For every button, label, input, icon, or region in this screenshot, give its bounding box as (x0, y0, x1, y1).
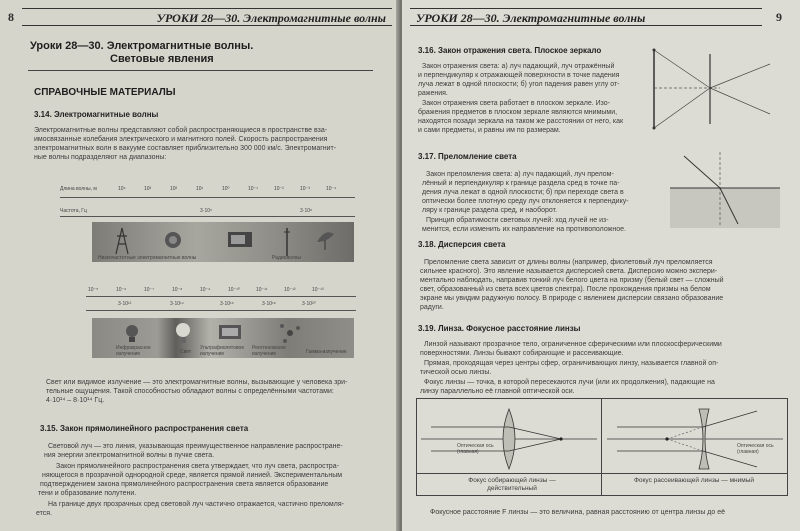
wavelength-tick: 10⁻⁸ (172, 287, 183, 293)
s317-line: оптически более плотную среду луч отклоняется к перпендику- (422, 198, 629, 205)
s315-line: На границе двух прозрачных сред световой луч частично отражается, частично преломля- (48, 501, 344, 508)
wavelength-tick: 10⁻¹³ (312, 287, 324, 293)
s318-line: экране мы увидим радужную полосу. В природе с явлением дисперсии связано образование (420, 295, 724, 302)
power-tower-icon (112, 226, 132, 256)
frequency-tick: 3·10⁸ (300, 208, 313, 214)
scale-axis (86, 296, 356, 297)
section-3-14-title: 3.14. Электромагнитные волны (34, 110, 159, 119)
wavelength-tick: 10¹ (196, 186, 204, 192)
frequency-label: Частота, Гц (60, 208, 87, 214)
s314-line: Электромагнитные волны представляют собой распространяющиеся в пространстве вза- (34, 127, 328, 134)
s317-line: Принцип обратимости световых лучей: ход лучей не из- (426, 217, 609, 224)
wavelength-tick: 10² (170, 186, 178, 192)
s316-line: находятся позади зеркала на таком же расстоянии от него, как (418, 118, 624, 125)
refraction-diagram (670, 148, 780, 228)
mirror-reflection-diagram (650, 44, 780, 136)
lens-caption-diverging: Фокус рассеивающей линзы — мнимый (633, 477, 755, 484)
spectrum-band-2 (92, 318, 354, 358)
diverging-lens-diagram (607, 403, 783, 473)
wavelength-label: Длина волны, м (60, 186, 97, 192)
television-icon (227, 230, 253, 250)
s315-line: тени и образование полутени. (38, 490, 137, 497)
s318-line: радуги. (420, 304, 444, 311)
radar-dish-icon (314, 228, 336, 252)
lens-diagram-table (416, 398, 788, 496)
band-label: Радиоволны (272, 255, 301, 261)
light-bulb-icon (172, 320, 194, 346)
section-3-18-title: 3.18. Дисперсия света (418, 240, 506, 249)
s318-line: свет, образованный из света всех цветов спектра). После прохождения призмы на белом (420, 286, 711, 293)
s315-line: ния энергии электромагнитной волны в пучке света. (44, 452, 215, 459)
radio-receiver-icon (162, 230, 184, 250)
section-3-16-title: 3.16. Закон отражения света. Плоское зеркало (418, 46, 602, 55)
ultraviolet-icon (217, 322, 243, 344)
s314-line: электромагнитных волн в вакууме составляет приблизительно 300 000 км/с. Электромагнит- (34, 145, 337, 152)
frequency-tick: 3·10⁵ (200, 208, 213, 214)
s319-line: Линзой называют прозрачное тело, ограниченное сферическими или плоскосферическими (424, 341, 722, 348)
wavelength-tick: 10⁻⁵ (88, 287, 99, 293)
page-number-left: 8 (8, 10, 14, 24)
s318-line: сильнее красного). Это явление называется дисперсией света. Дисперсию можно экспери- (420, 268, 718, 275)
wavelength-tick: 10⁻⁹ (200, 287, 211, 293)
band-label: Свет (180, 349, 192, 355)
right-page (402, 0, 800, 531)
frequency-tick: 3·10²⁰ (302, 301, 316, 307)
s314-line: ные волны подразделяют на диапазоны: (34, 154, 167, 161)
wavelength-tick: 10³ (144, 186, 152, 192)
band-label: Инфракрасное излучение (116, 345, 151, 357)
s319-line: Прямая, проходящая через центры сфер, ограничивающих линзу, называется главной оп- (424, 360, 719, 367)
lesson-title: Уроки 28—30. Электромагнитные волны. (30, 40, 254, 52)
frequency-tick: 3·10¹⁴ (170, 301, 184, 307)
wavelength-tick: 10⁻¹ (248, 186, 258, 192)
wavelength-tick: 10⁻¹¹ (256, 287, 268, 293)
s315-line: няющегося в прозрачной однородной среде, является прямой линией. Экспериментальным (42, 472, 343, 479)
section-heading: СПРАВОЧНЫЕ МАТЕРИАЛЫ (34, 87, 176, 98)
s315-line: Закон прямолинейного распространения света утверждает, что луч света, распростра- (56, 463, 339, 470)
band-label: Низкочастотные электромагнитные волны (98, 255, 197, 261)
s317-line: дения луча лежат в одной плоскости; б) при переходе света в (422, 189, 624, 196)
section-3-19-title: 3.19. Линза. Фокусное расстояние линзы (418, 324, 581, 333)
frequency-tick: 3·10¹⁶ (220, 301, 234, 307)
s317-line: лённый и перпендикуляр к границе раздела сред в точке па- (422, 180, 620, 187)
optical-axis-label-2: Оптическая ось (главная) (737, 443, 774, 455)
s314-line: имосвязанные колебания электрического и магнитного полей. Скорость распространения (34, 136, 328, 143)
s315-line: подтверждением закона прямолинейного распространения света является образование (40, 481, 329, 488)
running-header-right: УРОКИ 28—30. Электромагнитные волны (410, 8, 762, 26)
wavelength-tick: 10⁻³ (300, 186, 310, 192)
bottom-line: Фокусное расстояние F линзы — это величина, равная расстоянию от центра линзы до её (430, 509, 726, 516)
frequency-tick: 3·10¹⁸ (262, 301, 276, 307)
s317-line: ляру к границе раздела сред, и наоборот. (422, 207, 557, 214)
s316-line: Закон отражения света работает в плоском зеркале. Изо- (422, 100, 610, 107)
s317-line: менится, если изменить их направление на противоположное. (422, 226, 626, 233)
lesson-subtitle: Световые явления (110, 53, 214, 65)
wavelength-tick: 10⁻⁷ (144, 287, 155, 293)
visible-light-line: тельные ощущения. Такой способностью обладают волны с определёнными частотами: (46, 388, 334, 395)
page-number-right: 9 (776, 10, 782, 24)
table-divider (601, 399, 602, 495)
s318-line: ментально наблюдать, направив тонкий луч белого цвета на призму (белый свет — сложный (420, 277, 724, 284)
wavelength-tick: 10⁻¹² (284, 287, 296, 293)
s315-line: Световой луч — это линия, указывающая преимущественное направление распростране- (48, 443, 343, 450)
s316-line: бражения предметов в плоском зеркале являются мнимыми, (418, 109, 618, 116)
s316-line: и сами предметы, и равны им по размерам. (418, 127, 561, 134)
infrared-lamp-icon (122, 322, 142, 344)
frequency-tick: 3·10¹² (118, 301, 132, 307)
antenna-icon (282, 226, 292, 258)
s316-line: Закон отражения света: а) луч падающий, луч отражённый (422, 63, 615, 70)
x-ray-icon (277, 320, 303, 346)
optical-axis-label: Оптическая ось (главная) (457, 443, 494, 455)
title-divider (28, 70, 373, 71)
band-label: Гамма-излучение (306, 349, 347, 355)
s319-line: Фокус линзы — точка, в которой пересекаются лучи (или их продолжения), падающие на (424, 379, 715, 386)
s318-line: Преломление света зависит от длины волны (например, фиолетовый луч преломляется (424, 259, 713, 266)
s319-line: тической осью линзы. (420, 369, 492, 376)
band-label: Ультрафиолетовое излучение (200, 345, 245, 357)
wavelength-tick: 10⁻⁶ (116, 287, 127, 293)
section-3-15-title: 3.15. Закон прямолинейного распространения света (40, 424, 249, 433)
band-label: Рентгеновское излучение (252, 345, 286, 357)
s316-line: ражения. (418, 90, 448, 97)
s319-line: линзу параллельно её главной оптической оси. (420, 388, 575, 395)
spectrum-band-1 (92, 222, 354, 262)
table-row-divider (417, 473, 787, 474)
s315-line: ется. (36, 510, 53, 517)
running-header-left: УРОКИ 28—30. Электромагнитные волны (22, 8, 392, 26)
scale-axis (60, 216, 355, 217)
scale-axis (86, 310, 356, 311)
wavelength-tick: 10⁻⁴ (326, 186, 337, 192)
section-3-17-title: 3.17. Преломление света (418, 152, 517, 161)
visible-light-line: Свет или видимое излучение — это электромагнитные волны, вызывающие у человека зри- (46, 379, 348, 386)
s317-line: Закон преломления света: а) луч падающий, луч прелом- (426, 171, 614, 178)
s316-line: луча лежат в одной плоскости; б) угол падения равен углу от- (418, 81, 620, 88)
wavelength-tick: 10⁴ (118, 186, 126, 192)
wavelength-tick: 10⁻² (274, 186, 284, 192)
wavelength-tick: 10⁰ (222, 186, 230, 192)
converging-lens-diagram (421, 403, 597, 473)
visible-light-line: 4·10¹⁴ – 8·10¹⁴ Гц. (46, 397, 105, 404)
s316-line: и перпендикуляр к отражающей поверхности в точке падения (418, 72, 620, 79)
s319-line: поверхностями. Линзы бывают собирающие и рассеивающие. (420, 350, 624, 357)
lens-caption-converging: Фокус собирающей линзы — действительный (468, 477, 556, 492)
wavelength-tick: 10⁻¹⁰ (228, 287, 240, 293)
scale-axis (60, 197, 355, 198)
